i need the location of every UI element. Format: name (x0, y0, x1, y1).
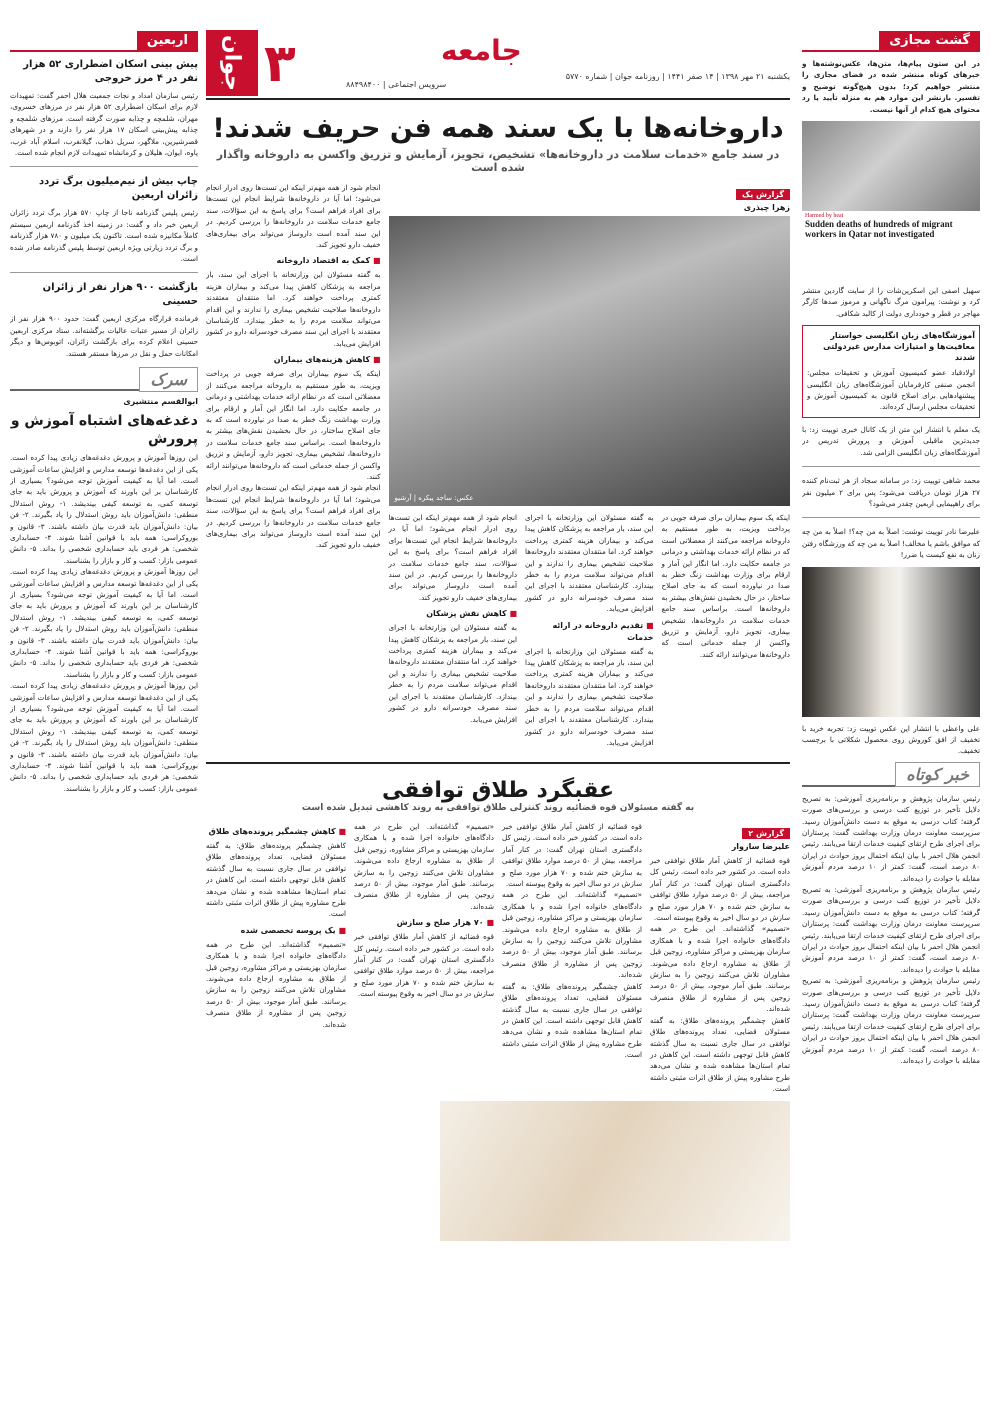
intro-text: در این ستون پیام‌ها، متن‌ها، عکس‌نوشته‌ها و خبرهای کوتاه منتشر شده در فضای مجازی را منتشر خواهیم کرد؛ بدون هیچ‌گونه توضیح و تفسیر. بازنشر این موارد هم به منزله تأیید یا رد محتوای هیچ کدام از آنها نیست. (802, 59, 980, 114)
page-subtitle: در سند جامع «خدمات سلامت در داروخانه‌ها» تشخیص، تجویز، آزمایش و تزریق واکسن به داروخانه واگذار شده است (216, 148, 780, 174)
tag-label: گزارش یک (736, 189, 790, 200)
article-education-cont2: این روزها آموزش و پرورش دغدغه‌های زیادی پیدا کرده است. یکی از این دغدغه‌ها توسعه مدارس و افزایش ساعات آموزشی است. اما آیا به کیفیت آموزش توجه می‌شود؟ بسیاری از کارشناسان بر این باورند که آموزش و پرورش باید به جای توسعه کمی، به توسعه کیفی بیندیشد. ۱- روش استدلال منطقی: دانش‌آموزان باید روش استدلال را یاد بگیرند. ۲- فن بیان: دانش‌آموزان باید قدرت بیان داشته باشند. ۳- قانون و بوروکراسی: همه باید با قوانین آشنا شوند. ۴- حسابداری شخصی: هر فردی باید حسابداری شخصی را بداند. ۵- دانش عمومی بازار: کسب و کار و بازار را بشناسند. (10, 681, 198, 793)
main-column (206, 30, 790, 1391)
article-return: فرمانده قرارگاه مرکزی اربعین گفت: حدود ۹۰۰ هزار نفر از زائران از مسیر عتبات عالیات برگشته‌اند. ستاد مرکزی اربعین حسینی اعلام کرده برای بازگشت زائران، اتوبوس‌ها و دیگر امکانات حمل و نقل در مرزها مستقر هستند. (10, 314, 198, 358)
headline-divorce: عقبگرد طلاق توافقی (381, 778, 615, 803)
rings-photo (440, 1101, 790, 1241)
headline-return: بازگشت ۹۰۰ هزار نفر از زائران حسینی (42, 282, 198, 308)
section-tab-sarak (10, 369, 198, 391)
box-text: اولادقباد عضو کمیسیون آموزش و تحقیقات مجلس: انجمن صنفی کارفرمایان آموزشگاه‌های زبان انگلیسی پیشنهادهایی برای اصلاح قانون به کمیسیون آموزش و تحقیقات مجلس ارسال کرده‌اند. (807, 368, 975, 412)
crosshead: ■ ۷۰ هزار صلح و سازش (354, 917, 494, 929)
tag-label: گزارش ۲ (742, 828, 790, 839)
dateline: یکشنبه ۲۱ مهر ۱۳۹۸ | ۱۴ صفر ۱۴۴۱ | روزنامه جوان | شماره ۵۷۷۰ (565, 72, 790, 81)
author: ابوالقسم منتشیری (123, 397, 198, 407)
crosshead: ■ کاهش چشمگیر پرونده‌های طلاق (206, 826, 346, 838)
divider (802, 517, 980, 518)
section-title: جامعه (441, 34, 522, 67)
crosshead: ■ کاهش نقش پزشکان (389, 608, 517, 620)
divider (802, 466, 980, 467)
divider (206, 762, 790, 764)
story-body: کاهش چشمگیر پرونده‌های طلاق: به گفته مسئولان قضایی، تعداد پرونده‌های طلاق توافقی در سال جاری نسبت به سال گذشته کاهش قابل توجهی داشته است. این کاهش در تمام استان‌ها مشاهده شده و نشان می‌دهد طرح مشاوره پیش از طلاق اثرات مثبتی داشته است. (206, 841, 346, 919)
crosshead: ■ یک پروسه تخصصی شده (206, 925, 346, 937)
story-body: «تصمیم» گذاشته‌اند. این طرح در همه دادگاه‌های خانواده اجرا شده و با همکاری سازمان بهزیستی و مراکز مشاوره، زوجین قبل از طلاق به مشاوره ارجاع داده می‌شوند. مشاوران تلاش می‌کنند زوجین را به سازش برسانند. طبق آمار موجود، بیش از ۵۰ درصد زوجین پس از مشاوره از طلاق منصرف شده‌اند. (650, 924, 790, 1014)
short-news-text: رئیس سازمان پژوهش و برنامه‌ریزی آموزشی: به تصریح دلایل تأخیر در توزیع کتب درسی و بررسی‌های صورت گرفته؛ کتاب درسی به موقع به دست دانش‌آموزان رسید. سرپرست معاونت درمان وزارت بهداشت گفت: پرستاران برای اجرای طرح ارتقای کیفیت خدمات ارتقا می‌یابند. رئیس انجمن هلال احمر با بیان اینکه احتمال بروز حوادث در ایران ۸۰ درصد است، گفت: کمتر از ۱۰ درصد مردم آموزش مقابله با حوادث را دیده‌اند. (802, 793, 980, 883)
story-body: اینکه یک سوم بیماران برای صرفه جویی در پرداخت ویزیت، به طور مستقیم به داروخانه مراجعه می‌کنند از معضلاتی است که در نظام ارائه خدمات بهداشتی و درمانی در جامعه حکایت دارد. اما انگار این آمار و ارقام برای وزارت بهداشت زنگ خطر به صدا در نیاورده است که به جای اصلاح ساختار، در حال بخشیدن نقش‌های بیشتر به داروخانه‌ها است. براساس سند جامع خدمات سلامت در داروخانه‌ها، تشخیص بیماری، تجویز دارو، آزمایش و تزریق واکسن از جمله خدماتی است که داروخانه‌ها می‌توانند ارائه کنند. (206, 369, 381, 481)
tab-label: خبر کوتاه (895, 762, 980, 787)
section-tab-arbaeen (10, 30, 198, 52)
service-line: سرویس اجتماعی | ۸۸۴۹۸۴۰۰ (346, 80, 447, 89)
page-number: ۳ (264, 34, 296, 94)
masthead (206, 30, 790, 100)
top-story (206, 182, 790, 747)
page-title: داروخانه‌ها با یک سند همه فن حریف شدند! (212, 113, 784, 144)
story-body: «تصمیم» گذاشته‌اند. این طرح در همه دادگاه‌های خانواده اجرا شده و با همکاری سازمان بهزیستی و مراکز مشاوره، زوجین قبل از طلاق به مشاوره ارجاع داده می‌شوند. مشاوران تلاش می‌کنند زوجین را به سازش برسانند. طبق آمار موجود، بیش از ۵۰ درصد زوجین پس از مشاوره از طلاق منصرف شده‌اند. (354, 822, 494, 911)
left-column (10, 30, 198, 1391)
story-body: اینکه یک سوم بیماران برای صرفه جویی در پرداخت ویزیت، به طور مستقیم به داروخانه مراجعه می‌کنند از معضلاتی است که در نظام ارائه خدمات بهداشتی و درمانی در جامعه حکایت دارد. اما انگار این آمار و ارقام برای وزارت بهداشت زنگ خطر به صدا در نیاورده است که به جای اصلاح ساختار، در حال بخشیدن نقش‌های بیشتر به داروخانه‌ها است. براساس سند جامع خدمات سلامت در داروخانه‌ها، تشخیص بیماری، تجویز دارو، آزمایش و تزریق واکسن از جمله خدماتی است که داروخانه‌ها می‌توانند ارائه کنند. (661, 513, 790, 659)
headline-education: دغدغه‌های اشتباه آموزش و پرورش (10, 413, 198, 448)
article-education: این روزها آموزش و پرورش دغدغه‌های زیادی پیدا کرده است. یکی از این دغدغه‌ها توسعه مدارس و افزایش ساعات آموزشی است. اما آیا به کیفیت آموزش توجه می‌شود؟ بسیاری از کارشناسان بر این باورند که آموزش و پرورش باید به جای توسعه کمی، به توسعه کیفی بیندیشد. ۱- روش استدلال منطقی: دانش‌آموزان باید روش استدلال را یاد بگیرند. ۲- فن بیان: دانش‌آموزان باید قدرت بیان داشته باشند. ۳- قانون و بوروکراسی: همه باید با قوانین آشنا شوند. ۴- حسابداری شخصی: هر فردی باید حسابداری شخصی را بداند. ۵- دانش عمومی بازار: کسب و کار و بازار را بشناسند. (10, 453, 198, 565)
story-body: «تصمیم» گذاشته‌اند. این طرح در همه دادگاه‌های خانواده اجرا شده و با همکاری سازمان بهزیستی و مراکز مشاوره، زوجین قبل از طلاق به مشاوره ارجاع داده می‌شوند. مشاوران تلاش می‌کنند زوجین را به سازش برسانند. طبق آمار موجود، بیش از ۵۰ درصد زوجین پس از مشاوره از طلاق منصرف شده‌اند. (502, 890, 642, 980)
report-tag (389, 182, 790, 201)
news-box-english-schools (802, 325, 980, 418)
divorce-story (206, 821, 790, 1095)
section-tab-short-news (802, 765, 980, 787)
article-emergency-housing: رئیس سازمان امداد و نجات جمعیت هلال احمر گفت: تمهیدات لازم برای اسکان اضطراری ۵۲ هزار نفر در مرزهای خسروی، مهران، شلمچه و چذابه صورت گرفته است. مرزهای شلمچه و چذابه پیش‌بینی اسکان ۱۷ هزار نفر را دارند و در شهرهای قصرشیرین، ملاگهر، سرپل ذهاب، گیلانغرب، اسلام آباد غرب، پاوه، ایوان، هلیلان و کرمانشاه تمهیدات لازم انجام شده است. (10, 91, 198, 158)
item-shahi: محمد شاهی توییت زد: در سامانه سجاد از هر ثبت‌نام کننده ۲۷ هزار تومان دریافت می‌شود؛ پس برای ۲ میلیون نفر برای راهپیمایی اربعین چقدر می‌شود؟ (802, 476, 980, 508)
story-body: «تصمیم» گذاشته‌اند. این طرح در همه دادگاه‌های خانواده اجرا شده و با همکاری سازمان بهزیستی و مراکز مشاوره، زوجین قبل از طلاق به مشاوره ارجاع داده می‌شوند. مشاوران تلاش می‌کنند زوجین را به سازش برسانند. طبق آمار موجود، بیش از ۵۰ درصد زوجین پس از مشاوره از طلاق منصرف شده‌اند. (206, 939, 346, 1029)
crosshead: ■ کمک به اقتصاد داروخانه (206, 255, 381, 267)
story-body: به گفته مسئولان این وزارتخانه با اجرای این سند، بار مراجعه به پزشکان کاهش پیدا می‌کند و بیماران هزینه کمتری پرداخت خواهند کرد. اما منتقدان معتقدند داروخانه‌ها صلاحیت تشخیص بیماری را ندارند و این اقدام می‌تواند سلامت مردم را به خطر بیندازد. کارشناسان معتقدند با اجرای این سند مصرف خودسرانه دارو در کشور افزایش می‌یابد. (388, 623, 518, 724)
divider (10, 166, 198, 167)
article-education-cont: این روزها آموزش و پرورش دغدغه‌های زیادی پیدا کرده است. یکی از این دغدغه‌ها توسعه مدارس و افزایش ساعات آموزشی است. اما آیا به کیفیت آموزش توجه می‌شود؟ بسیاری از کارشناسان بر این باورند که آموزش و پرورش باید به جای توسعه کمی، به توسعه کیفی بیندیشد. ۱- روش استدلال منطقی: دانش‌آموزان باید روش استدلال را یاد بگیرند. ۲- فن بیان: دانش‌آموزان باید قدرت بیان داشته باشند. ۳- قانون و بوروکراسی: همه باید با قوانین آشنا شوند. ۴- حسابداری شخصی: هر فردی باید حسابداری شخصی را بداند. ۵- دانش عمومی بازار: کسب و کار و بازار را بشناسند. (10, 567, 198, 679)
item-nader: علیرضا نادر توییت نوشت: اصلاً به من چه؟! اصلاً به من چه که موافق باشم یا مخالف! اصلاً به من چه که ورزشگاه رفتن زنان به نفع کیست یا ضرر! (802, 527, 980, 560)
photo-column (388, 182, 790, 747)
divider (10, 272, 198, 273)
story-body: انجام شود از همه مهم‌تر اینکه این تست‌ها روی ادرار انجام می‌شود؛ اما آیا در داروخانه‌ها شرایط انجام این تست‌ها برای افراد فراهم است؟ برای پاسخ به این سؤالات، سند جامع خدمات سلامت در داروخانه‌ها را بررسی کردیم. در این سند آمده است داروساز می‌تواند برای بیماری‌های خفیف دارو تجویز کند. (206, 483, 381, 550)
crosshead: ■ کاهش هزینه‌های بیماران (206, 354, 381, 366)
receipt-photo (802, 567, 980, 717)
story-body: قوه قضائیه از کاهش آمار طلاق توافقی خبر داده است. در کشور خبر داده است. رئیس کل دادگستری استان تهران گفت: در کنار آمار مراجعه، بیش از ۵۰ درصد موارد طلاق توافقی به سازش ختم شده و ۷۰ هزار مورد صلح و سازش در دو سال اخیر به وقوع پیوسته است. (354, 932, 494, 999)
headline-permits: چاپ بیش از نیم‌میلیون برگ تردد زائران اربعین (39, 176, 198, 202)
photo-caption: عکس: ساجد پیکره | آرشیو (394, 494, 474, 502)
story-body: قوه قضائیه از کاهش آمار طلاق توافقی خبر داده است. در کشور خبر داده است. رئیس کل دادگستری استان تهران گفت: در کنار آمار مراجعه، بیش از ۵۰ درصد موارد طلاق توافقی به سازش ختم شده و ۷۰ هزار مورد صلح و سازش در دو سال اخیر به وقوع پیوسته است. (650, 856, 790, 923)
tab-label: سرک (139, 367, 198, 392)
subhead-divorce: به گفته مسئولان قوه قضائیه روند کنترلی طلاق توافقی به روند کاهشی تبدیل شده است (301, 803, 695, 813)
story-body: به گفته مسئولان این وزارتخانه با اجرای این سند، بار مراجعه به پزشکان کاهش پیدا می‌کند و بیماران هزینه کمتری پرداخت خواهند کرد. اما منتقدان معتقدند داروخانه‌ها صلاحیت تشخیص بیماری را ندارند و این اقدام می‌تواند سلامت مردم را به خطر بیندازد. کارشناسان معتقدند با اجرای این سند مصرف خودسرانه دارو در کشور افزایش می‌یابد. (206, 270, 381, 348)
tab-label: گشت مجازی (879, 31, 980, 50)
logo: جوان (206, 30, 258, 96)
item-vaezi: علی واعظی با انتشار این عکس توییت زد: تجربه خرید با تخفیف از افق کوروش روی محصول شکلاتی با برچسب تخفیف. (802, 723, 980, 756)
guardian-screenshot (802, 121, 980, 241)
item-guardian: سهیل اصفی این اسکرین‌شات را از سایت گاردین منتشر کرد و نوشت: پیرامون مرگ ناگهانی و مرموز صدها کارگر مهاجر در قطر و خودداری دولت از کالبد شکافی. (802, 286, 980, 318)
item-teacher: یک معلم با انتشار این متن از یک کانال خبری توییت زد: با جدیدترین ماقیلی آموزش و پرورش تدریس در آموزشگاه‌های زبان انگلیسی الزامی شد. (802, 424, 980, 457)
story-body: انجام شود از همه مهم‌تر اینکه این تست‌ها روی ادرار انجام می‌شود؛ اما آیا در داروخانه‌ها شرایط انجام این تست‌ها برای افراد فراهم است؟ برای پاسخ به این سؤالات، سند جامع خدمات سلامت در داروخانه‌ها را بررسی کردیم. در این سند آمده است داروساز می‌تواند برای بیماری‌های خفیف دارو تجویز کند. (206, 183, 381, 250)
box-title: آموزشگاه‌های زبان انگلیسی خواستار معافیت‌ها و امتیازات مدارس غیردولتی شدند (823, 331, 975, 363)
story-body: به گفته مسئولان این وزارتخانه با اجرای این سند، بار مراجعه به پزشکان کاهش پیدا می‌کند و بیماران هزینه کمتری پرداخت خواهند کرد. اما منتقدان معتقدند داروخانه‌ها صلاحیت تشخیص بیماری را ندارند و این اقدام می‌تواند سلامت مردم را به خطر بیندازد. کارشناسان معتقدند با اجرای این سند مصرف خودسرانه دارو در کشور افزایش می‌یابد. (525, 646, 654, 747)
right-column (802, 30, 980, 1391)
report-tag-2 (650, 821, 790, 840)
pharmacy-photo (389, 216, 790, 506)
text-column (206, 182, 381, 742)
tab-label: اربعین (137, 31, 198, 50)
short-news-text-cont2: رئیس سازمان پژوهش و برنامه‌ریزی آموزشی: به تصریح دلایل تأخیر در توزیع کتب درسی و بررسی‌های صورت گرفته؛ کتاب درسی به موقع به دست دانش‌آموزان رسید. سرپرست معاونت درمان وزارت بهداشت گفت: پرستاران برای اجرای طرح ارتقای کیفیت خدمات ارتقا می‌یابند. رئیس انجمن هلال احمر با بیان اینکه احتمال بروز حوادث در ایران ۸۰ درصد است، گفت: کمتر از ۱۰ درصد مردم آموزش مقابله با حوادث را دیده‌اند. (802, 976, 980, 1066)
article-permits: رئیس پلیس گذرنامه ناجا از چاپ ۵۷۰ هزار برگ تردد زائران اربعین خبر داد و گفت: در زمینه اخذ گذرنامه اربعین سیستم کاملاً مکانیزه شده است. تاکنون یک میلیون و ۷۸۰ هزار گذرنامه و برگ تردد زیارتی ویژه اربعین توسط پلیس گذرنامه صادر شده است. (10, 208, 198, 264)
crosshead: ■ تقدیم داروخانه در ارائه خدمات (525, 620, 653, 644)
story-body: به گفته مسئولان این وزارتخانه با اجرای این سند، بار مراجعه به پزشکان کاهش پیدا می‌کند و بیماران هزینه کمتری پرداخت خواهند کرد. اما منتقدان معتقدند داروخانه‌ها صلاحیت تشخیص بیماری را ندارند و این اقدام می‌تواند سلامت مردم را به خطر بیندازد. کارشناسان معتقدند با اجرای این سند مصرف خودسرانه دارو در کشور افزایش می‌یابد. (525, 513, 654, 614)
photo-headline: Sudden deaths of hundreds of migrant workers in Qatar not investigated (805, 219, 953, 240)
short-news-text-cont: رئیس سازمان پژوهش و برنامه‌ریزی آموزشی: به تصریح دلایل تأخیر در توزیع کتب درسی و بررسی‌های صورت گرفته؛ کتاب درسی به موقع به دست دانش‌آموزان رسید. سرپرست معاونت درمان وزارت بهداشت گفت: پرستاران برای اجرای طرح ارتقای کیفیت خدمات ارتقا می‌یابند. رئیس انجمن هلال احمر با بیان اینکه احتمال بروز حوادث در ایران ۸۰ درصد است، گفت: کمتر از ۱۰ درصد مردم آموزش مقابله با حوادث را دیده‌اند. (802, 885, 980, 974)
body-columns (389, 512, 790, 748)
byline: زهرا چیذری (743, 203, 790, 212)
byline-2: علیرضا سازوار (731, 842, 790, 851)
story-body: قوه قضائیه از کاهش آمار طلاق توافقی خبر داده است. در کشور خبر داده است. رئیس کل دادگستری استان تهران گفت: در کنار آمار مراجعه، بیش از ۵۰ درصد موارد طلاق توافقی به سازش ختم شده و ۷۰ هزار مورد صلح و سازش در دو سال اخیر به وقوع پیوسته است. (502, 822, 642, 889)
section-tab-virtual (802, 30, 980, 52)
photo-kicker: Harmed by heat (805, 213, 844, 220)
story-body: انجام شود از همه مهم‌تر اینکه این تست‌ها روی ادرار انجام می‌شود؛ اما آیا در داروخانه‌ها شرایط انجام این تست‌ها برای افراد فراهم است؟ برای پاسخ به این سؤالات، سند جامع خدمات سلامت در داروخانه‌ها را بررسی کردیم. در این سند آمده است داروساز می‌تواند برای بیماری‌های خفیف دارو تجویز کند. (388, 513, 518, 602)
headline-emergency-housing: پیش بینی اسکان اضطراری ۵۲ هزار نفر در ۴ مرز خروجی (23, 59, 198, 84)
story-body: کاهش چشمگیر پرونده‌های طلاق: به گفته مسئولان قضایی، تعداد پرونده‌های طلاق توافقی در سال جاری نسبت به سال گذشته کاهش قابل توجهی داشته است. این کاهش در تمام استان‌ها مشاهده شده و نشان می‌دهد طرح مشاوره پیش از طلاق اثرات مثبتی داشته است. (650, 1015, 790, 1094)
story-body: کاهش چشمگیر پرونده‌های طلاق: به گفته مسئولان قضایی، تعداد پرونده‌های طلاق توافقی در سال جاری نسبت به سال گذشته کاهش قابل توجهی داشته است. این کاهش در تمام استان‌ها مشاهده شده و نشان می‌دهد طرح مشاوره پیش از طلاق اثرات مثبتی داشته است. (502, 981, 642, 1060)
